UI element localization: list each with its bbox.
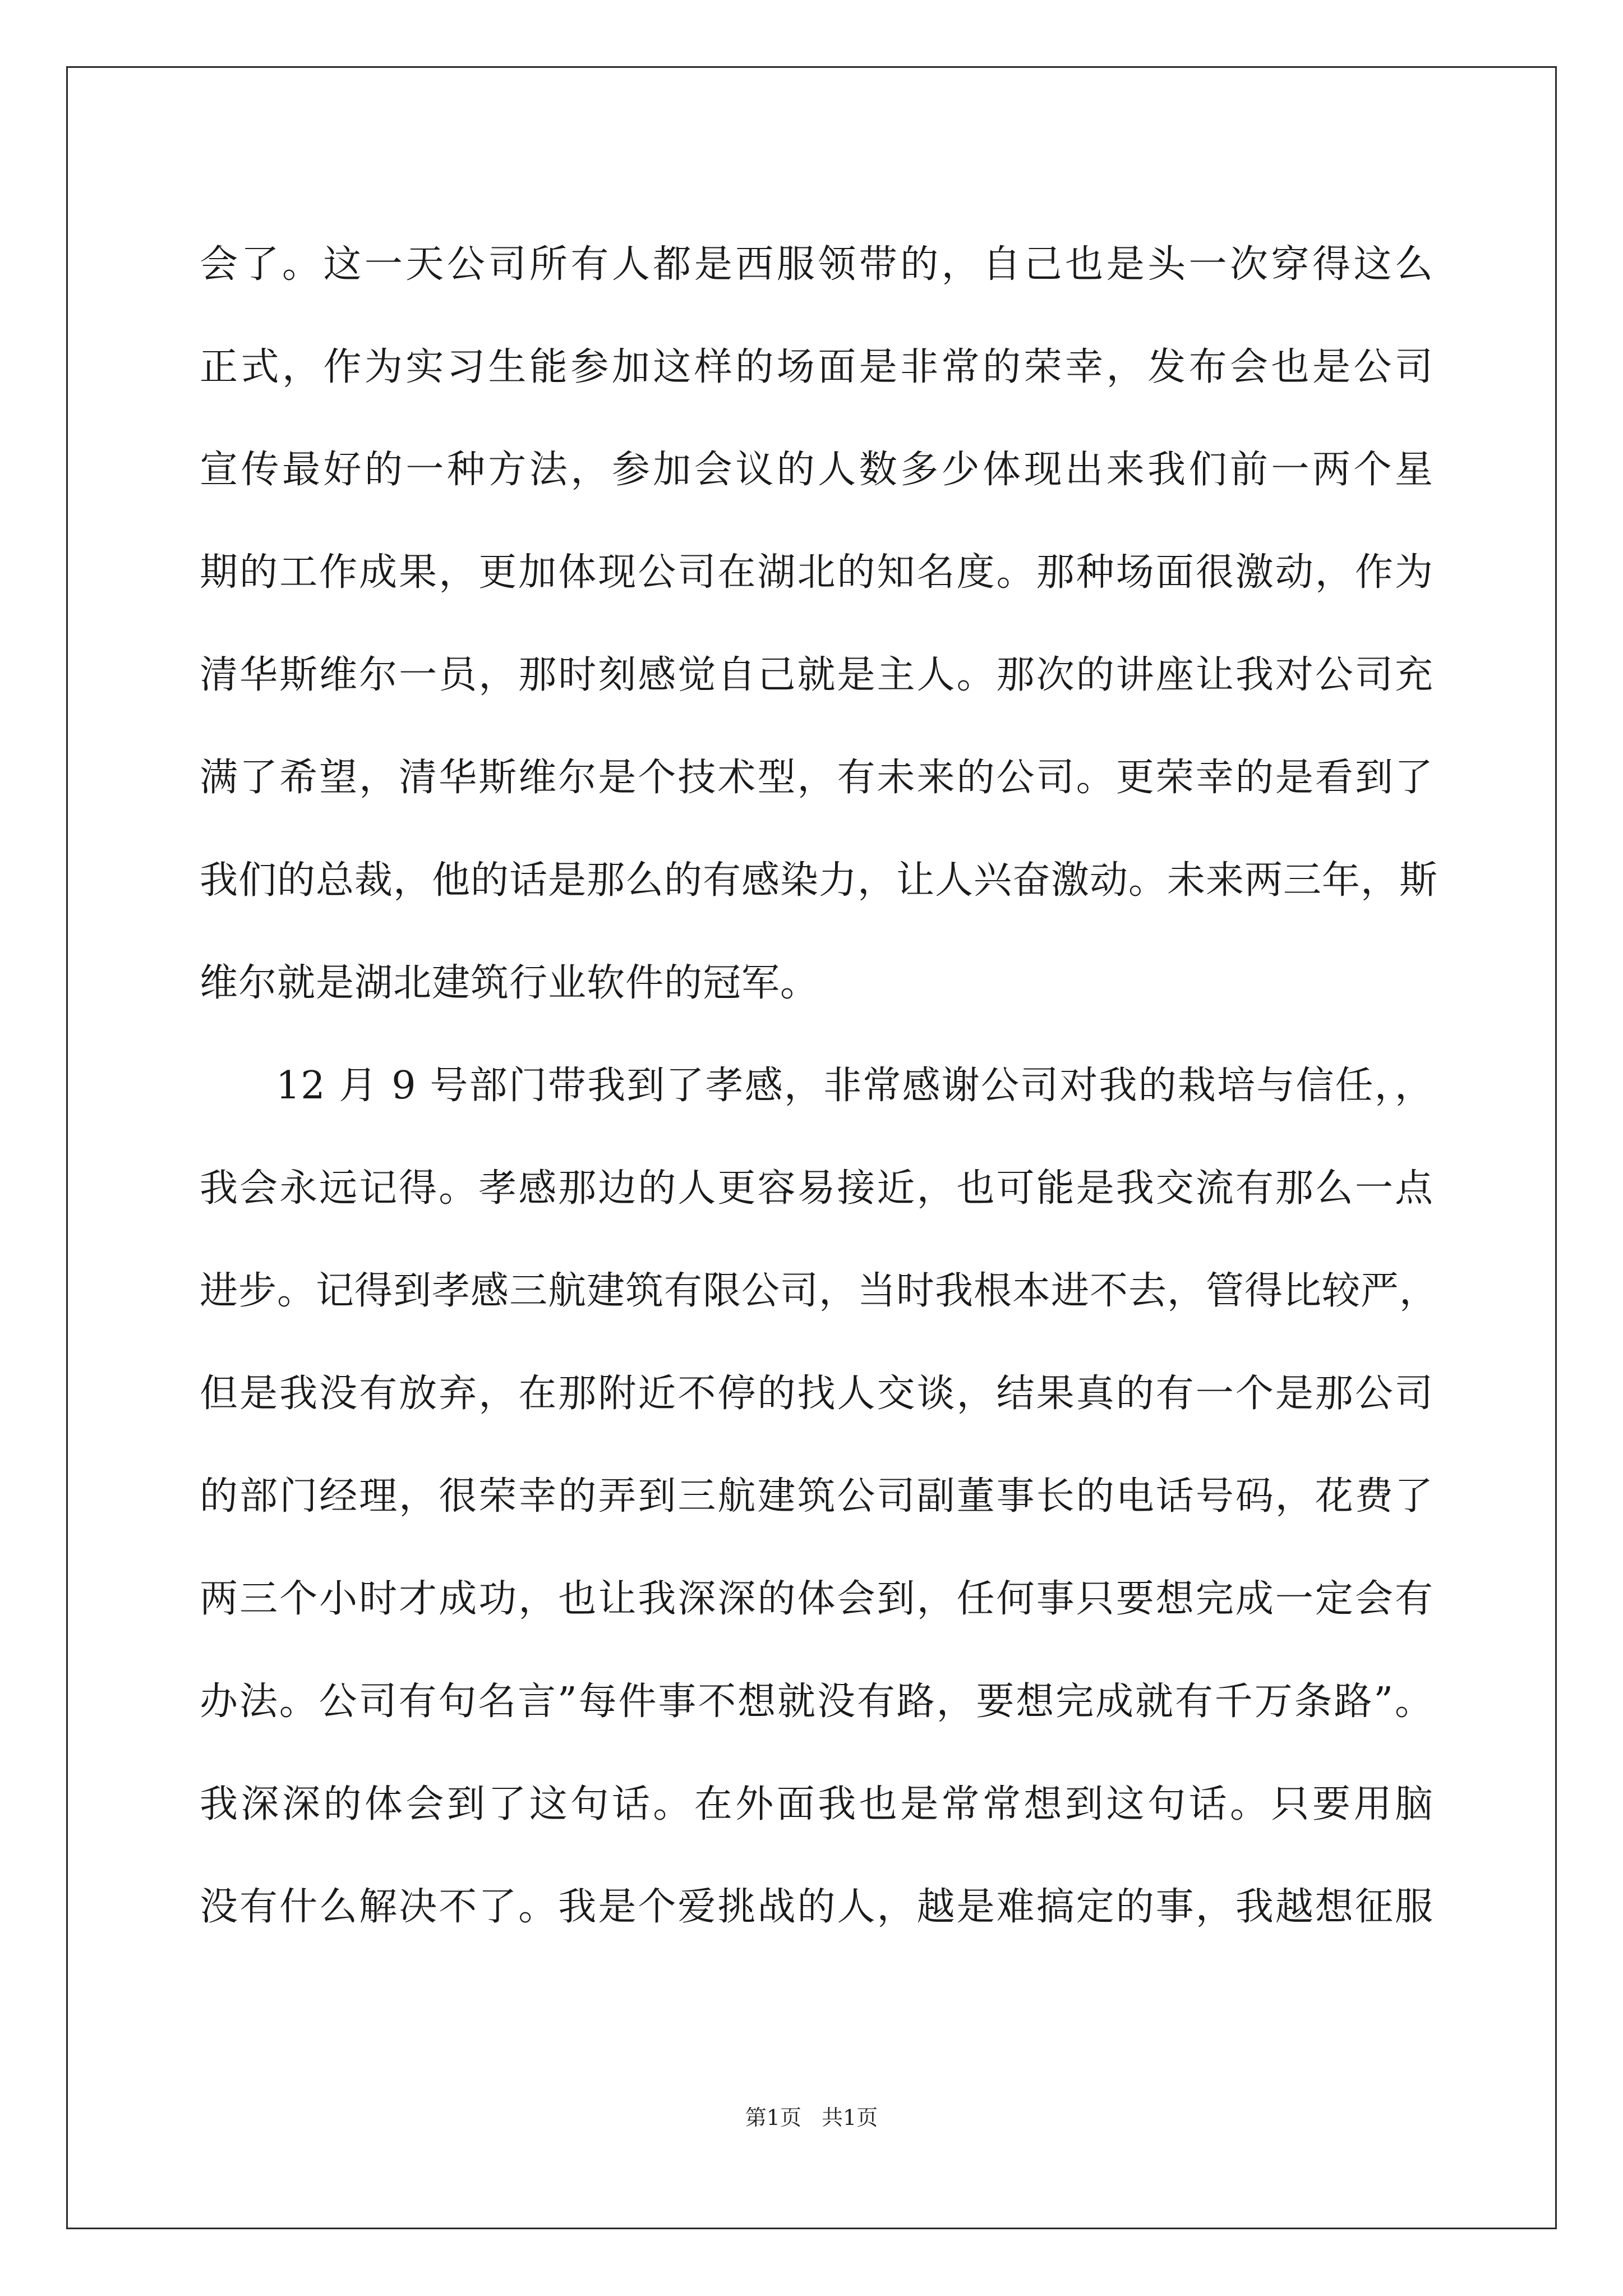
text-line: 满了希望，清华斯维尔是个技术型，有未来的公司。更荣幸的是看到了 [200,756,1433,800]
text-line: 的部门经理，很荣幸的弄到三航建筑公司副董事长的电话号码，花费了 [200,1474,1433,1519]
text-line: 会了。这一天公司所有人都是西服领带的，自己也是头一次穿得这么 [200,242,1433,287]
text-line: 期的工作成果，更加体现公司在湖北的知名度。那种场面很激动，作为 [200,550,1433,595]
text-line: 我们的总裁，他的话是那么的有感染力，让人兴奋激动。未来两三年，斯 [200,858,1438,903]
text-line: 两三个小时才成功，也让我深深的体会到，任何事只要想完成一定会有 [200,1577,1433,1621]
text-line: 宣传最好的一种方法，参加会议的人数多少体现出来我们前一两个星 [200,448,1433,492]
text-line: 我会永远记得。孝感那边的人更容易接近，也可能是我交流有那么一点 [200,1166,1433,1211]
document-body [200,213,1438,1958]
text-line: 办法。公司有句名言”每件事不想就没有路，要想完成就有千万条路”。 [200,1680,1433,1724]
text-line: 没有什么解决不了。我是个爱挑战的人，越是难搞定的事，我越想征服 [200,1885,1433,1929]
text-line: 我深深的体会到了这句话。在外面我也是常常想到这句话。只要用脑 [200,1782,1433,1826]
text-line: 清华斯维尔一员，那时刻感觉自己就是主人。那次的讲座让我对公司充 [200,653,1433,697]
page-footer [0,2100,1623,2131]
text-line: 维尔就是湖北建筑行业软件的冠军。 [200,961,819,1005]
text-line: 但是我没有放弃，在那附近不停的找人交谈，结果真的有一个是那公司 [200,1372,1433,1416]
total-pages: 共1页 [822,2105,878,2130]
text-line: 进步。记得到孝感三航建筑有限公司，当时我根本进不去，管得比较严， [200,1269,1438,1313]
text-line: 正式，作为实习生能参加这样的场面是非常的荣幸，发布会也是公司 [200,345,1433,389]
page-number: 第1页 [745,2105,801,2130]
paragraph-start-line: 12 月 9 号部门带我到了孝感，非常感谢公司对我的栽培与信任，， [276,1064,1433,1108]
